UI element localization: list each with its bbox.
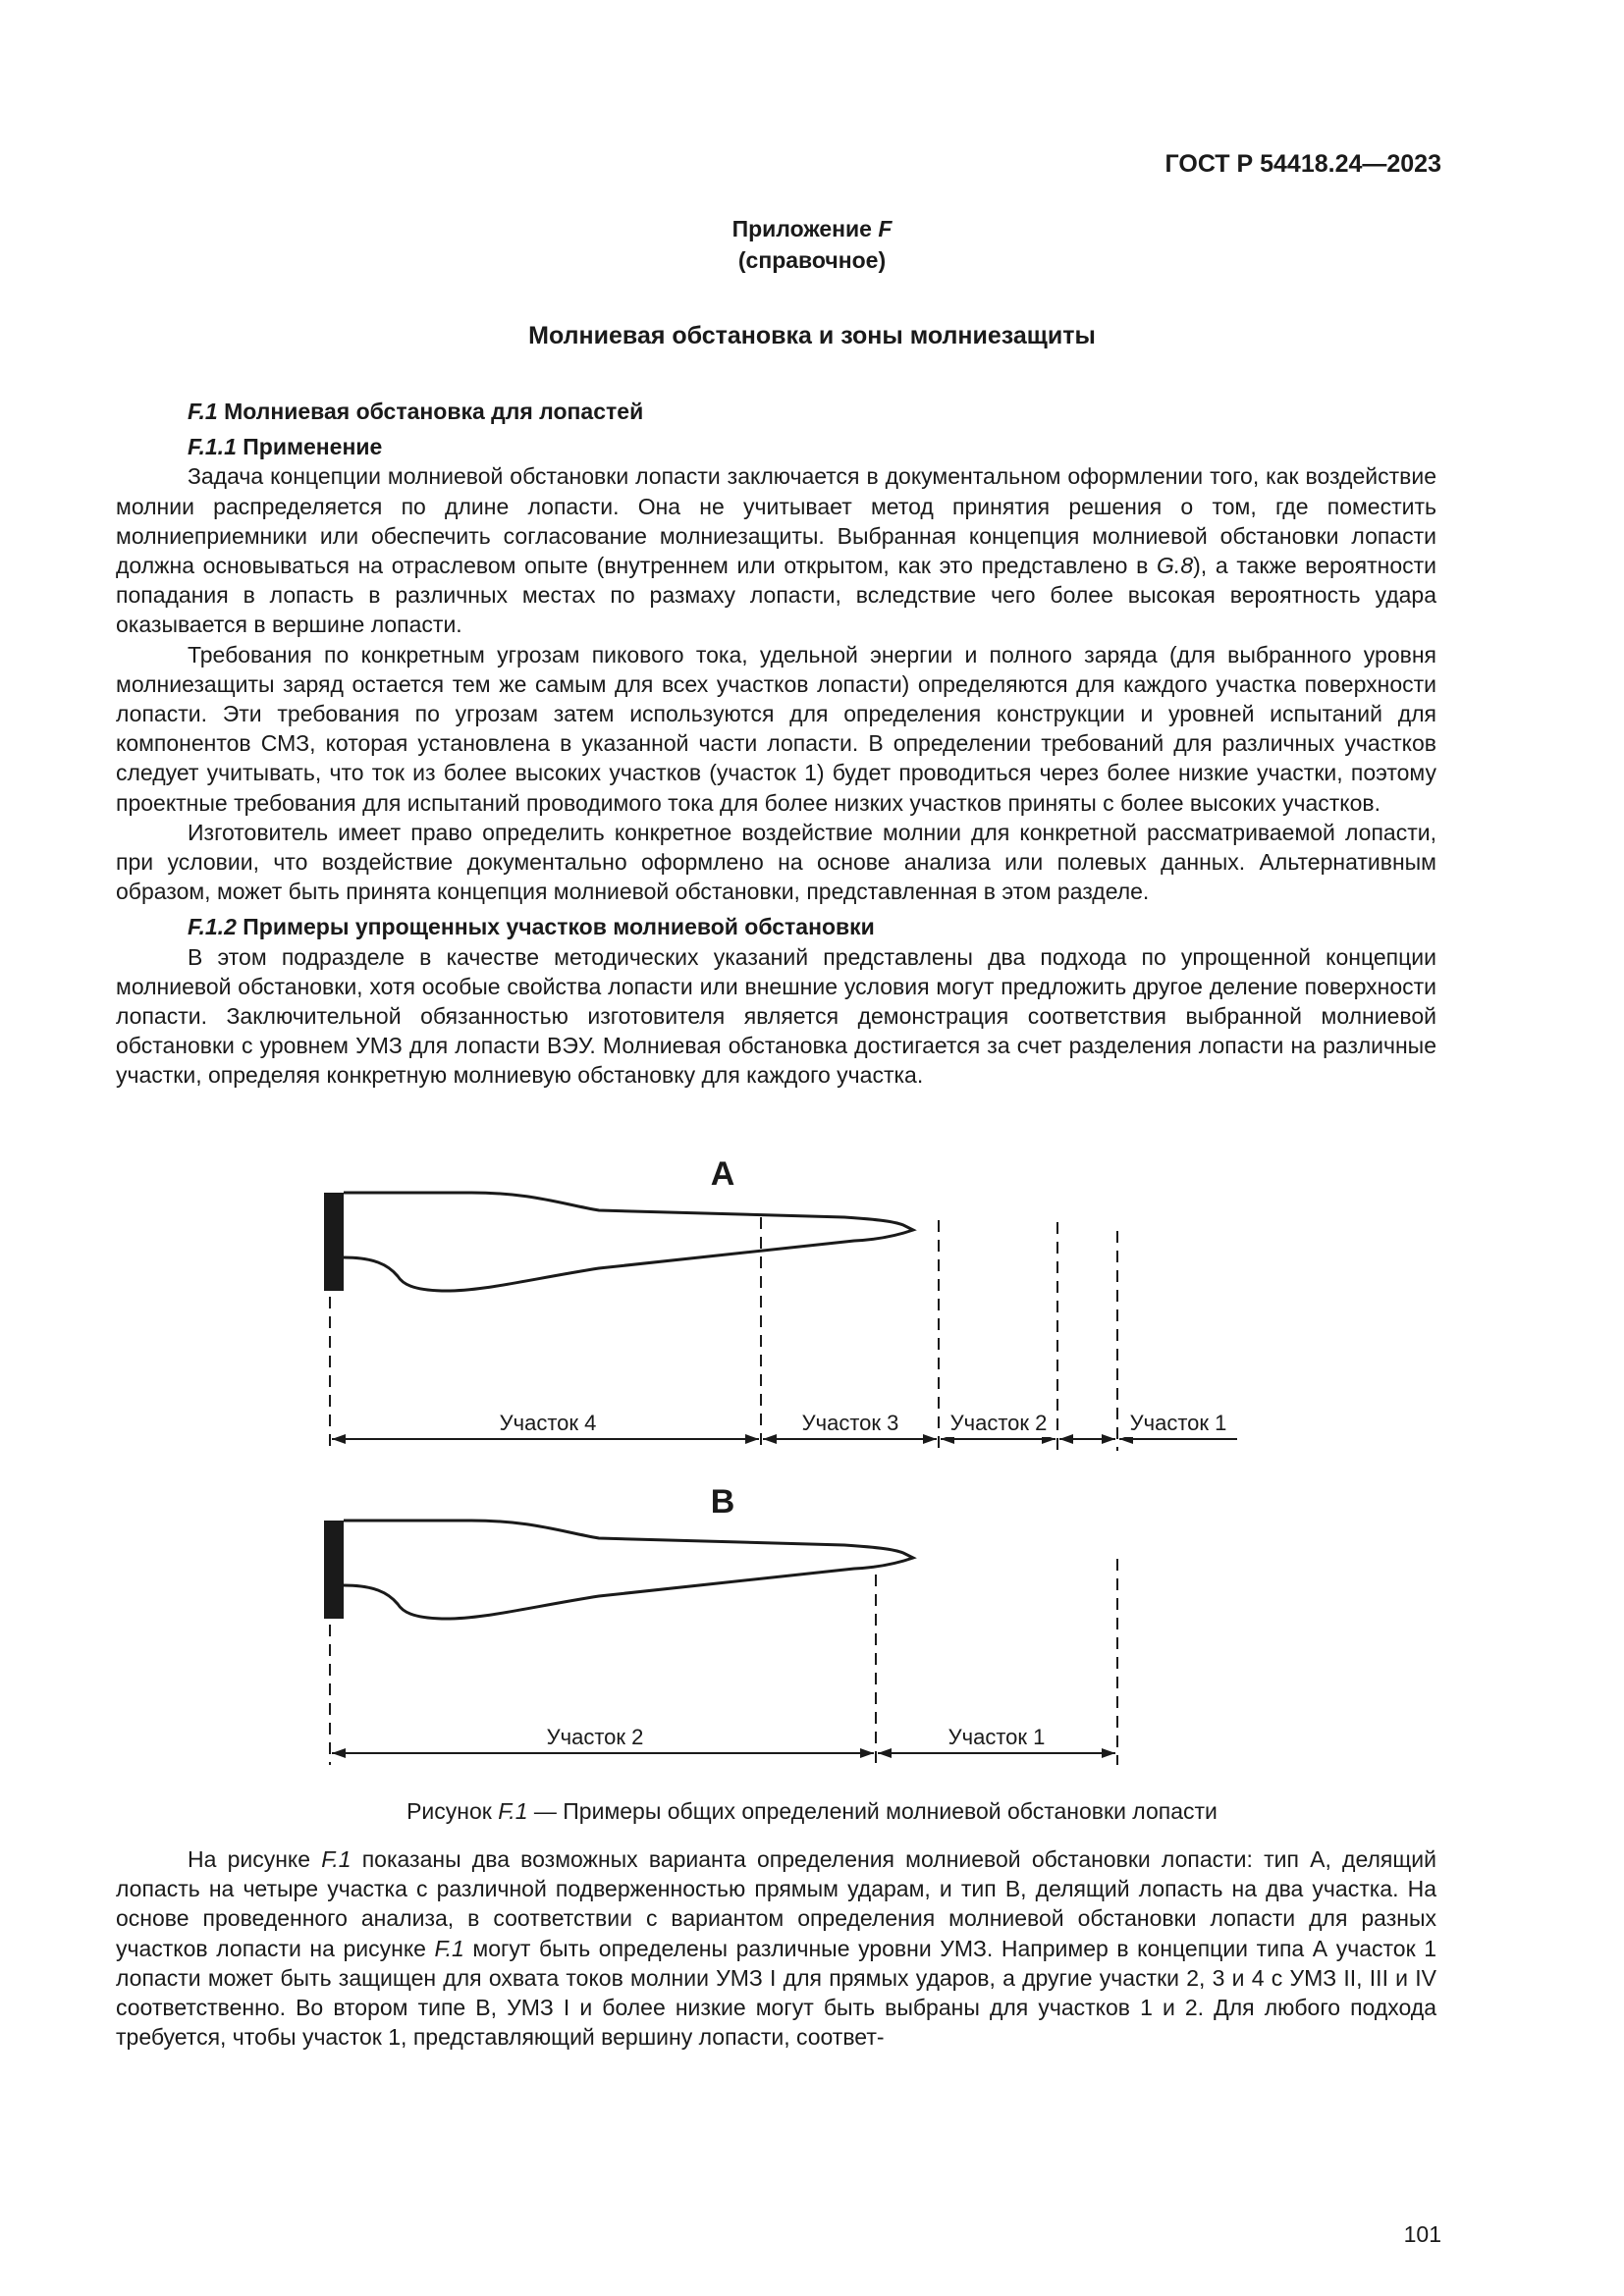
page-number: 101 <box>1403 2221 1441 2247</box>
panel-b-blade-root <box>324 1521 344 1619</box>
section-heading-f12 <box>116 912 1436 941</box>
panel-b-blade-outline <box>344 1521 913 1619</box>
panel-a-zone-4: Участок 4 <box>499 1411 597 1435</box>
paragraph-text: Задача концепции молниевой обстановки лопасти заключается в документальном оформлении того, как воздействие молнии распределяется по длине лопасти. Она не учитывает метод принятия решения о том, где поместить молниеприемники или обеспечить согласование молниезащиты. Выбранная концепция молниевой обстановки лопасти должна основываться на отраслевом опыте (внутреннем или открытом, как это представлено в <box>116 463 1436 579</box>
panel-b-zone-2: Участок 2 <box>546 1725 644 1749</box>
section-title: Применение <box>236 434 383 460</box>
panel-a-zone-3: Участок 3 <box>801 1411 899 1435</box>
cross-reference: G.8 <box>1157 553 1194 579</box>
paragraph: Изготовитель имеет право определить конкретное воздействие молнии для конкретной рассматриваемой лопасти, при условии, что воздействие документально оформлено на основе анализа или полевых данных. Альтернативным образом, может быть принята концепция молниевой обстановки, представленная в этом разделе. <box>116 819 1436 905</box>
appendix-subtitle: (справочное) <box>737 247 887 273</box>
section-heading-f1 <box>116 397 1436 426</box>
paragraph: В этом подразделе в качестве методических указаний представлены два подхода по упрощенной концепции молниевой обстановки, хотя особые свойства лопасти или внешние условия могут предложить другое деление поверхности лопасти. Заключительной обязанностью изготовителя является демонстрация соответствия выбранной молниевой обстановки с уровнем УМЗ для лопасти ВЭУ. Молниевая обстановка достигается за счет разделения лопасти на различные участки, определяя конкретную молниевую обстановку для каждого участка. <box>116 943 1436 1089</box>
section-heading-f11 <box>116 432 1436 461</box>
panel-a-label: A <box>710 1155 735 1193</box>
paragraph-text: ), а также вероятности попадания в лопасть в различных местах по размаху лопасти, вследствие чего более высокая вероятность удара оказывается в вершине лопасти. <box>116 553 1436 638</box>
section-title: Молниевая обстановка для лопастей <box>217 399 644 424</box>
panel-a-blade-root <box>324 1193 344 1291</box>
figure-caption <box>0 1798 1624 1825</box>
document-id: ГОСТ Р 54418.24—2023 <box>1164 150 1441 178</box>
paragraph-text: На рисунке <box>188 1846 322 1872</box>
paragraph <box>116 461 1436 639</box>
figure-reference: F.1 <box>434 1935 464 1961</box>
paragraph-text: показаны два возможных варианта определения молниевой обстановки лопасти: тип А, делящий лопасть на четыре участка с различной подверженностью прямым ударам, и тип В, делящий лопасть на два участка. На основе проведенного анализа, в соответствии с вариантом определения молниевой обстановки лопасти для разных участков лопасти на рисунке <box>116 1846 1436 1961</box>
paragraph <box>116 1844 1436 2052</box>
caption-prefix: Рисунок <box>406 1798 499 1824</box>
section-number: F.1.1 <box>188 434 237 460</box>
body-text-block <box>116 1844 1436 2052</box>
caption-number: F.1 <box>498 1798 528 1824</box>
body-text-block <box>116 397 1436 1091</box>
section-title: Примеры упрощенных участков молниевой обстановки <box>236 914 875 940</box>
blade-zones-diagram <box>304 1147 1257 1775</box>
panel-a-zone-2: Участок 2 <box>949 1411 1048 1435</box>
section-number: F.1.2 <box>188 914 237 940</box>
appendix-title-prefix: Приложение <box>731 216 879 241</box>
panel-a-blade-outline <box>344 1193 913 1291</box>
paragraph-text: могут быть определены различные уровни УМЗ. Например в концепции типа А участок 1 лопасти может быть защищен для охвата токов молнии УМЗ I для прямых ударов, а другие участки 2, 3 и 4 с УМЗ II, III и IV соответственно. Во втором типе В, УМЗ I и более низкие могут быть выбраны для участков 1 и 2. Для любого подхода требуется, чтобы участок 1, представляющий вершину лопасти, соответ- <box>116 1935 1437 2051</box>
figure-reference: F.1 <box>321 1846 352 1872</box>
panel-a-zone-1: Участок 1 <box>1129 1411 1227 1435</box>
appendix-title <box>0 214 1624 243</box>
panel-b-label: B <box>710 1483 735 1521</box>
figure-blade-zones <box>304 1147 1257 1775</box>
appendix-name: Молниевая обстановка и зоны молниезащиты <box>528 322 1096 349</box>
caption-text: — Примеры общих определений молниевой обстановки лопасти <box>527 1798 1218 1824</box>
panel-b-zone-1: Участок 1 <box>947 1725 1046 1749</box>
paragraph: Требования по конкретным угрозам пикового тока, удельной энергии и полного заряда (для выбранного уровня молниезащиты заряд остается тем же самым для всех участков лопасти) определяются для каждого участка поверхности лопасти. Эти требования по угрозам затем используются для определения конструкции и уровней испытаний для компонентов СМЗ, которая установлена в указанной части лопасти. В определении требований для различных участков следует учитывать, что ток из более высоких участков (участок 1) будет проводиться через более низкие участки, поэтому проектные требования для испытаний проводимого тока для более низких участков приняты с более высоких участков. <box>116 641 1436 816</box>
section-number: F.1 <box>188 399 218 424</box>
appendix-letter: F <box>878 216 893 241</box>
